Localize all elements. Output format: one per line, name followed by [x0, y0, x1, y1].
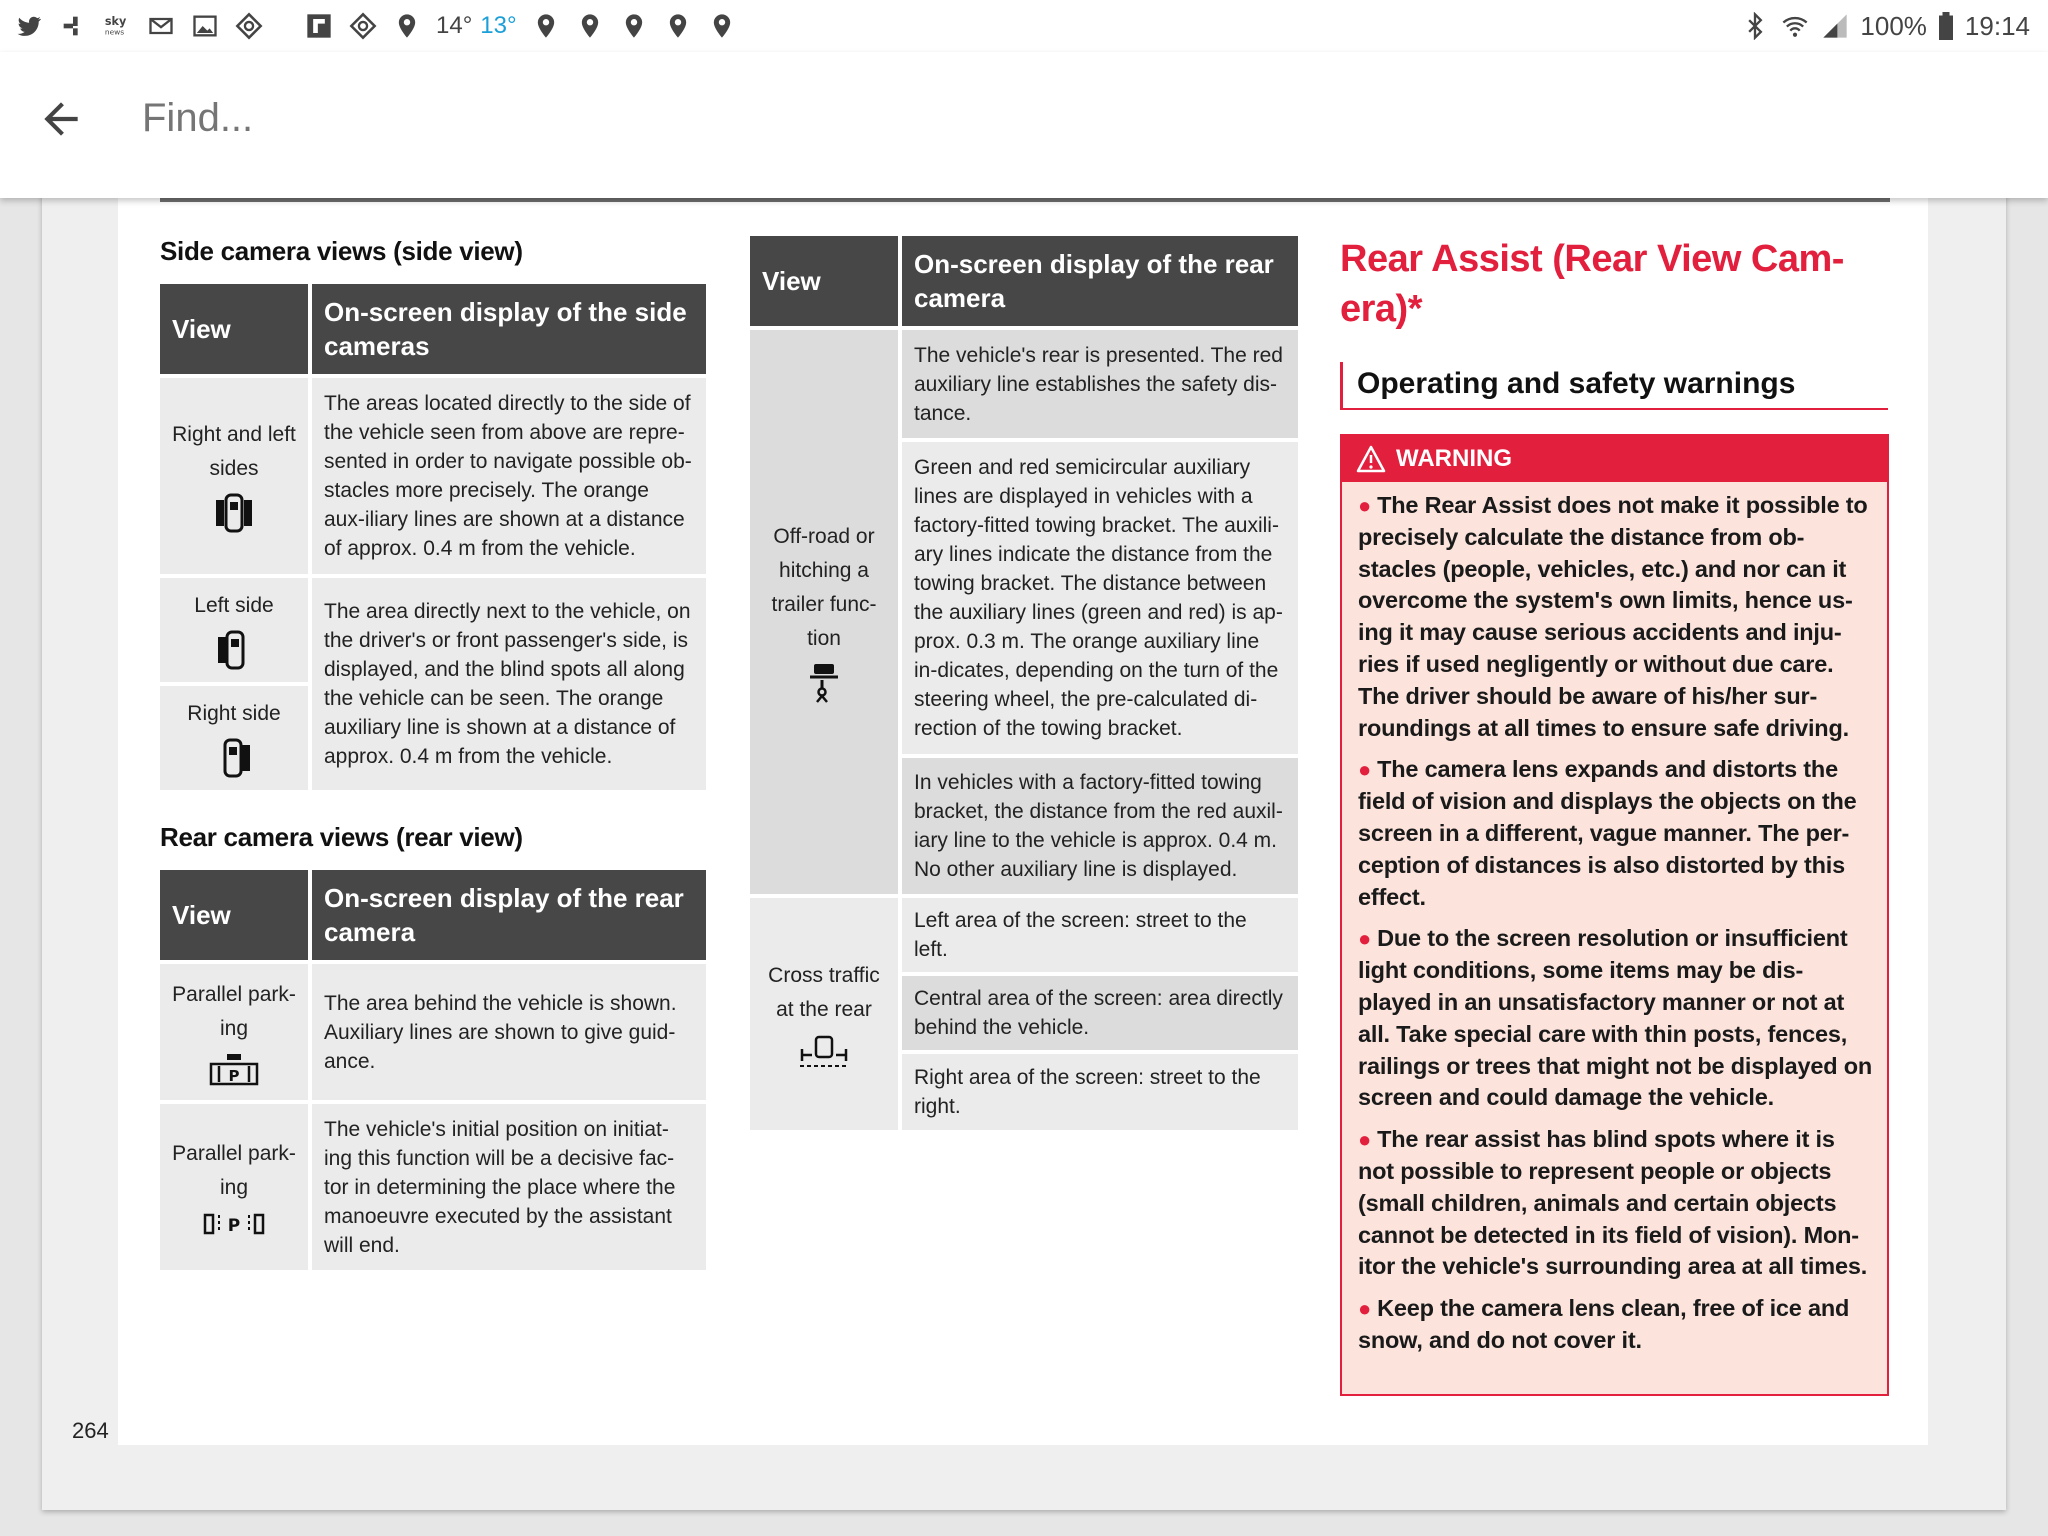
- ireland-app-icon: [348, 11, 378, 41]
- view-label: Left side: [194, 594, 274, 617]
- view-label: Parallel park-ing: [172, 1142, 296, 1199]
- twitter-icon: [14, 11, 44, 41]
- flipboard-icon: [304, 11, 334, 41]
- system-status: [1740, 8, 2030, 44]
- warning-label: WARNING: [1396, 445, 1512, 472]
- sky-news-icon: [102, 11, 132, 41]
- bullet-icon: ●: [1358, 1296, 1372, 1322]
- side-camera-table: [156, 280, 710, 794]
- view-header: View: [750, 236, 898, 326]
- description-cell: Central area of the screen: area directly behind the vehicle.: [902, 976, 1298, 1050]
- notification-icons: [14, 8, 737, 44]
- svg-text:sky: sky: [104, 15, 127, 29]
- rear-assist-title: Rear Assist (Rear View Cam-era)*: [1340, 238, 1844, 330]
- warning-item: ● Due to the screen resolution or insufficient light conditions, some items may be dis-played in an unsatisfactory manner or not at all. Take special care with thin posts, fences, railings or trees that might not be displayed on screen and could damage the vehicle.: [1358, 925, 1872, 1111]
- description-cell: In vehicles with a factory-fitted towing bracket, the distance from the red auxil-iary line to the vehicle is approx. 0.4 m. No other auxiliary line is displayed.: [902, 758, 1298, 894]
- right-left-sides-icon: [214, 492, 254, 534]
- ireland-app-icon: [234, 11, 264, 41]
- bullet-icon: ●: [1358, 926, 1372, 952]
- location-icon: [392, 11, 422, 41]
- signal-icon: [1820, 11, 1850, 41]
- view-cell: [160, 964, 308, 1100]
- description-cell: The areas located directly to the side of the vehicle seen from above are repre-sented in order to navigate possible ob-stacles more precisely. The orange aux-iliary lines are shown at a distance of approx. 0.4 m from the vehicle.: [312, 378, 706, 574]
- find-bar: [0, 52, 2048, 198]
- battery-icon: [1937, 11, 1955, 41]
- parallel-park-assist-icon: [203, 1211, 265, 1237]
- warning-item: ● The rear assist has blind spots where it is not possible to represent people or objects (small children, animals and certain objects cannot be detected in its field of vision). Mon-itor the vehicle's surrounding area at all times.: [1358, 1126, 1868, 1280]
- location-icon: [663, 11, 693, 41]
- side-camera-title: Side camera views (side view): [160, 236, 523, 266]
- view-cell: [750, 898, 898, 1130]
- warning-item: ● Keep the camera lens clean, free of ice and snow, and do not cover it.: [1358, 1295, 1850, 1353]
- temperature-low: 13°: [480, 12, 517, 39]
- rear-camera-table-2: [746, 232, 1302, 1134]
- left-side-icon: [217, 629, 251, 671]
- bluetooth-icon: [1740, 11, 1770, 41]
- location-icon: [707, 11, 737, 41]
- right-side-icon: [217, 737, 251, 779]
- back-arrow-icon: [36, 94, 86, 144]
- slack-icon: [58, 11, 88, 41]
- cross-traffic-icon: [798, 1033, 850, 1069]
- find-input[interactable]: [142, 96, 657, 141]
- location-icon: [619, 11, 649, 41]
- operating-warnings-heading: Operating and safety warnings: [1340, 362, 1888, 410]
- gmail-icon: [146, 11, 176, 41]
- view-cell: [160, 686, 308, 790]
- rear-camera-table: [156, 866, 710, 1274]
- page-number: 264: [72, 1418, 109, 1443]
- gallery-icon: [190, 11, 220, 41]
- view-label: Off-road or hitching a trailer func-tion: [771, 525, 877, 650]
- warning-header: [1342, 436, 1887, 482]
- display-header: On-screen display of the side cameras: [312, 284, 706, 374]
- view-cell: [160, 378, 308, 574]
- warning-triangle-icon: [1356, 445, 1386, 473]
- parallel-park-icon: [209, 1052, 259, 1086]
- clock: 19:14: [1964, 10, 2030, 41]
- rear-camera-title: Rear camera views (rear view): [160, 822, 523, 852]
- description-cell: Left area of the screen: street to the left.: [902, 898, 1298, 972]
- description-cell: Right area of the screen: street to the right.: [902, 1054, 1298, 1130]
- back-button[interactable]: [36, 94, 86, 144]
- view-cell: [160, 1104, 308, 1270]
- bullet-icon: ●: [1358, 493, 1372, 518]
- view-label: Right and left sides: [172, 423, 296, 480]
- bullet-icon: ●: [1358, 757, 1372, 783]
- status-bar: [0, 0, 2048, 52]
- trailer-hitch-icon: [808, 662, 840, 704]
- view-label: Right side: [187, 702, 281, 725]
- view-cell: [750, 330, 898, 894]
- view-cell: [160, 578, 308, 682]
- description-cell: The area behind the vehicle is shown. Auxiliary lines are shown to give guid-ance.: [312, 964, 706, 1100]
- battery-percent: 100%: [1860, 10, 1927, 41]
- view-header: View: [160, 284, 308, 374]
- location-icon: [575, 11, 605, 41]
- display-header: On-screen display of the rear camera: [312, 870, 706, 960]
- warning-box: [1340, 434, 1889, 1396]
- warning-list: [1342, 482, 1887, 1357]
- view-label: Cross traffic at the rear: [768, 964, 880, 1021]
- bullet-icon: ●: [1358, 1127, 1372, 1153]
- warning-item: ● The Rear Assist does not make it possible to precisely calculate the distance from ob-stacles (people, vehicles, etc.) and nor can it overcome the system's own limits, hence us-ing it may cause serious accidents and inju-ries if used negligently or without due care. The driver should be aware of his/her sur-roundings at all times to ensure safe driving.: [1358, 492, 1868, 741]
- description-cell: The vehicle's rear is presented. The red auxiliary line establishes the safety dis-tance.: [902, 330, 1298, 438]
- display-header: On-screen display of the rear camera: [902, 236, 1298, 326]
- temperature-current: 14°: [436, 12, 473, 39]
- location-icon: [531, 11, 561, 41]
- warning-item: ● The camera lens expands and distorts the field of vision and displays the objects on the screen in a different, vague manner. The per-ception of distances is also distorted by this effect.: [1358, 756, 1857, 910]
- description-cell: The area directly next to the vehicle, on the driver's or front passenger's side, is displayed, and the blind spots all along the vehicle can be seen. The orange auxiliary line is shown at a distance of approx. 0.4 m from the vehicle.: [312, 578, 706, 790]
- svg-text:P: P: [227, 1216, 241, 1236]
- description-cell: The vehicle's initial position on initiat-ing this function will be a decisive fac-tor in determining the place where the manoeuvre executed by the assistant will end.: [312, 1104, 706, 1270]
- view-header: View: [160, 870, 308, 960]
- svg-text:news: news: [104, 27, 125, 37]
- wifi-icon: [1780, 11, 1810, 41]
- description-cell: Green and red semicircular auxiliary lines are displayed in vehicles with a factory-fitted towing bracket. The auxili-ary lines indicate the distance from the towing bracket. The distance between the auxiliary lines (green and red) is ap-prox. 0.3 m. The orange auxiliary line in-dicates, depending on the turn of the steering wheel, the pre-calculated di-rection of the towing bracket.: [902, 442, 1298, 754]
- view-label: Parallel park-ing: [172, 983, 296, 1040]
- svg-text:P: P: [228, 1067, 240, 1085]
